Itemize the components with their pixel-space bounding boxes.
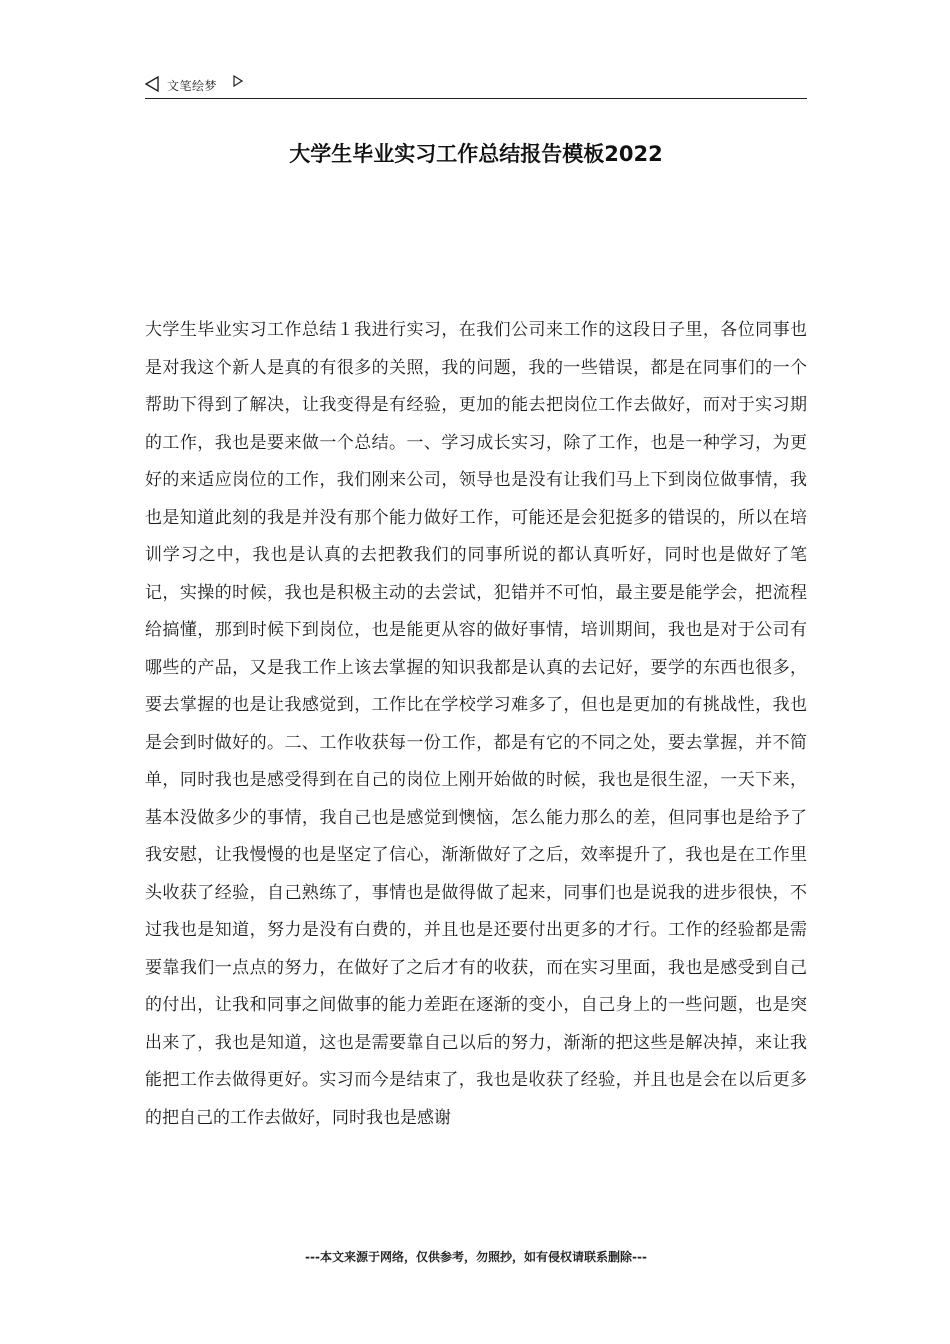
document-title: 大学生毕业实习工作总结报告模板2022 <box>289 142 663 166</box>
brand-name: 文笔绘梦 <box>167 79 218 93</box>
document-body: 大学生毕业实习工作总结１我进行实习，在我们公司来工作的这段日子里，各位同事也是对我这个新人是真的有很多的关照，我的问题，我的一些错误，都是在同事们的一个帮助下得到了解决，让我变得是有经验，更加的能去把岗位工作去做好，而对于实习期的工作，我也是要来做一个总结。一、学习成长实习，除了工作，也是一种学习，为更好的来适应岗位的工作，我们刚来公司，领导也是没有让我们马上下到岗位做事情，我也是知道此刻的我是并没有那个能力做好工作，可能还是会犯挺多的错误的，所以在培训学习之中，我也是认真的去把教我们的同事所说的都认真听好，同时也是做好了笔记，实操的时候，我也是积极主动的去尝试，犯错并不可怕，最主要是能学会，把流程给搞懂，那到时候下到岗位，也是能更从容的做好事情，培训期间，我也是对于公司有哪些的产品，又是我工作上该去掌握的知识我都是认真的去记好，要学的东西也很多，要去掌握的也是让我感觉到，工作比在学校学习难多了，但也是更加的有挑战性，我也是会到时做好的。二、工作收获每一份工作，都是有它的不同之处，要去掌握，并不简单，同时我也是感受得到在自己的岗位上刚开始做的时候，我也是很生涩，一天下来，基本没做多少的事情，我自己也是感觉到懊恼，怎么能力那么的差，但同事也是给予了我安慰，让我慢慢的也是坚定了信心，渐渐做好了之后，效率提升了，我也是在工作里头收获了经验，自己熟练了，事情也是做得做了起来，同事们也是说我的进步很快，不过我也是知道，努力是没有白费的，并且也是还要付出更多的才行。工作的经验都是需要靠我们一点点的努力，在做好了之后才有的收获，而在实习里面，我也是感受到自己的付出，让我和同事之间做事的能力差距在逐渐的变小，自己身上的一些问题，也是突出来了，我也是知道，这也是需要靠自己以后的努力，渐渐的把这些是解决掉，来让我能把工作去做得更好。实习而今是结束了，我也是收获了经验，并且也是会在以后更多的把自己的工作去做好，同时我也是感谢 <box>145 320 807 1128</box>
page-header <box>145 74 807 99</box>
footer-disclaimer: ---本文来源于网络，仅供参考，勿照抄，如有侵权请联系删除--- <box>305 1250 647 1264</box>
triangle-left-icon <box>145 76 159 92</box>
triangle-right-icon <box>233 75 243 87</box>
